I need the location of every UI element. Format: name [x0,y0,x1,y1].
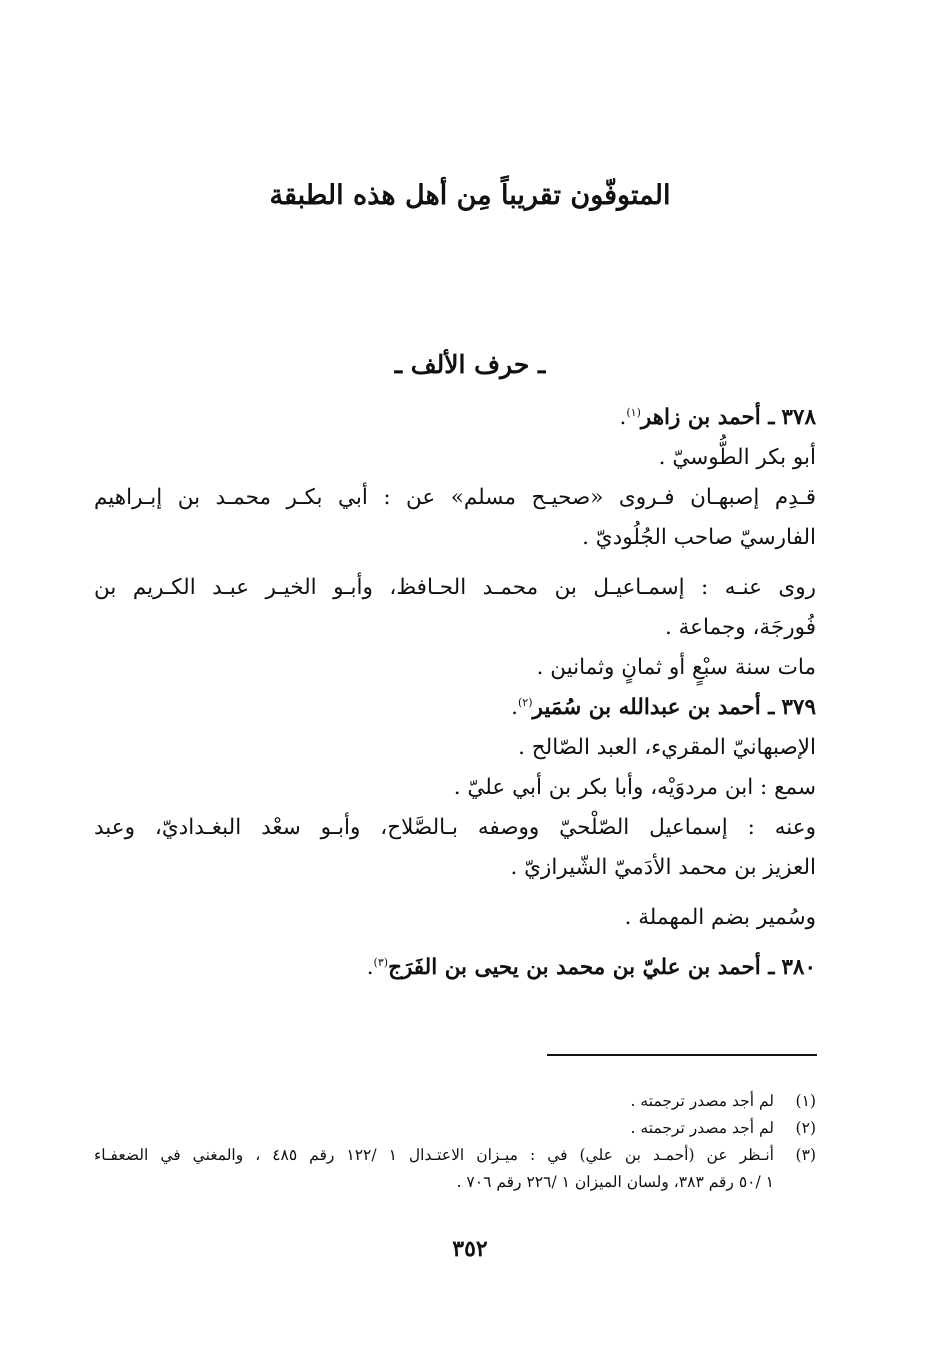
entry-line: وعنه : إسماعيل الصّلْحيّ ووصفه بـالصَّلاح، وأبـو سعْد البغـداديّ، وعبد [94,815,816,840]
footnote-text: أنـظر عن (أحمـد بن علي) في : ميـزان الاعتـدال ١ /١٢٢ رقم ٤٨٥ ، والمغني في الضعفـاء [94,1146,774,1164]
entry-number: ٣٨٠ [781,955,816,980]
footnote [94,1088,816,1115]
section-heading: ـ حرف الألف ـ [394,350,546,379]
entry-name-end: . [366,955,374,980]
entry-name: ـ أحمد بن عبدالله بن سُمَير [532,695,775,720]
footnote-number: (٣) [795,1146,816,1164]
entry-line: سمع : ابن مردوَيْه، وأبا بكر بن أبي عليّ . [453,775,816,800]
footnote-number: (١) [795,1092,816,1110]
footnote-text: ١ /٥٠ رقم ٣٨٣، ولسان الميزان ١ /٢٢٦ رقم ٧٠٦ . [456,1173,774,1191]
page-number: ٣٥٢ [452,1236,488,1262]
chapter-title: المتوفّون تقريباً مِن أهل هذه الطبقة [269,180,671,211]
footnote-marker: (٣) [373,955,389,969]
entry-name: ـ أحمد بن عليّ بن محمد بن يحيى بن الفَرَج [388,955,775,980]
footnote-number: (٢) [795,1119,816,1137]
entry-line: روى عنـه : إسمـاعيـل بن محمـد الحـافظ، وأبـو الخيـر عبـد الكـريم بن [94,575,816,600]
entry-name-end: . [619,405,627,430]
footnote-marker: (١) [626,405,641,419]
entry-line: فُورجَة، وجماعة . [664,615,816,640]
footnote-text: لم أجد مصدر ترجمته . [630,1119,774,1137]
entry-line: أبو بكر الطُّوسيّ . [658,445,816,470]
entry-number: ٣٧٨ [781,405,816,430]
footnote [94,1115,816,1142]
footnote-marker: (٢) [518,695,533,709]
entry-heading [94,688,816,728]
entry-line: مات سنة سبْعٍ أو ثمانٍ وثمانين . [536,655,816,680]
entry-heading [94,948,816,988]
entry-line: الإصبهانيّ المقريء، العبد الصّالح . [518,735,816,760]
footnote-text: لم أجد مصدر ترجمته . [630,1092,774,1110]
entry-line: الفارسيّ صاحب الجُلُوديّ . [582,525,816,550]
body-text [94,398,816,988]
entry-line: قـدِم إصبهـان فـروى «صحيـح مسلم» عن : أبي بكـر محمـد بن إبـراهيم [94,485,816,510]
entry-line: العزيز بن محمد الأدَميّ الشّيرازيّ . [510,855,816,880]
entry-name: ـ أحمد بن زاهر [640,405,775,430]
entry-line: وسُمير بضم المهملة . [624,905,816,930]
footnotes [94,1088,816,1196]
entry-number: ٣٧٩ [781,695,816,720]
footnote [94,1142,816,1196]
footnote-separator [547,1054,817,1056]
entry-heading [94,398,816,438]
entry-name-end: . [511,695,518,720]
